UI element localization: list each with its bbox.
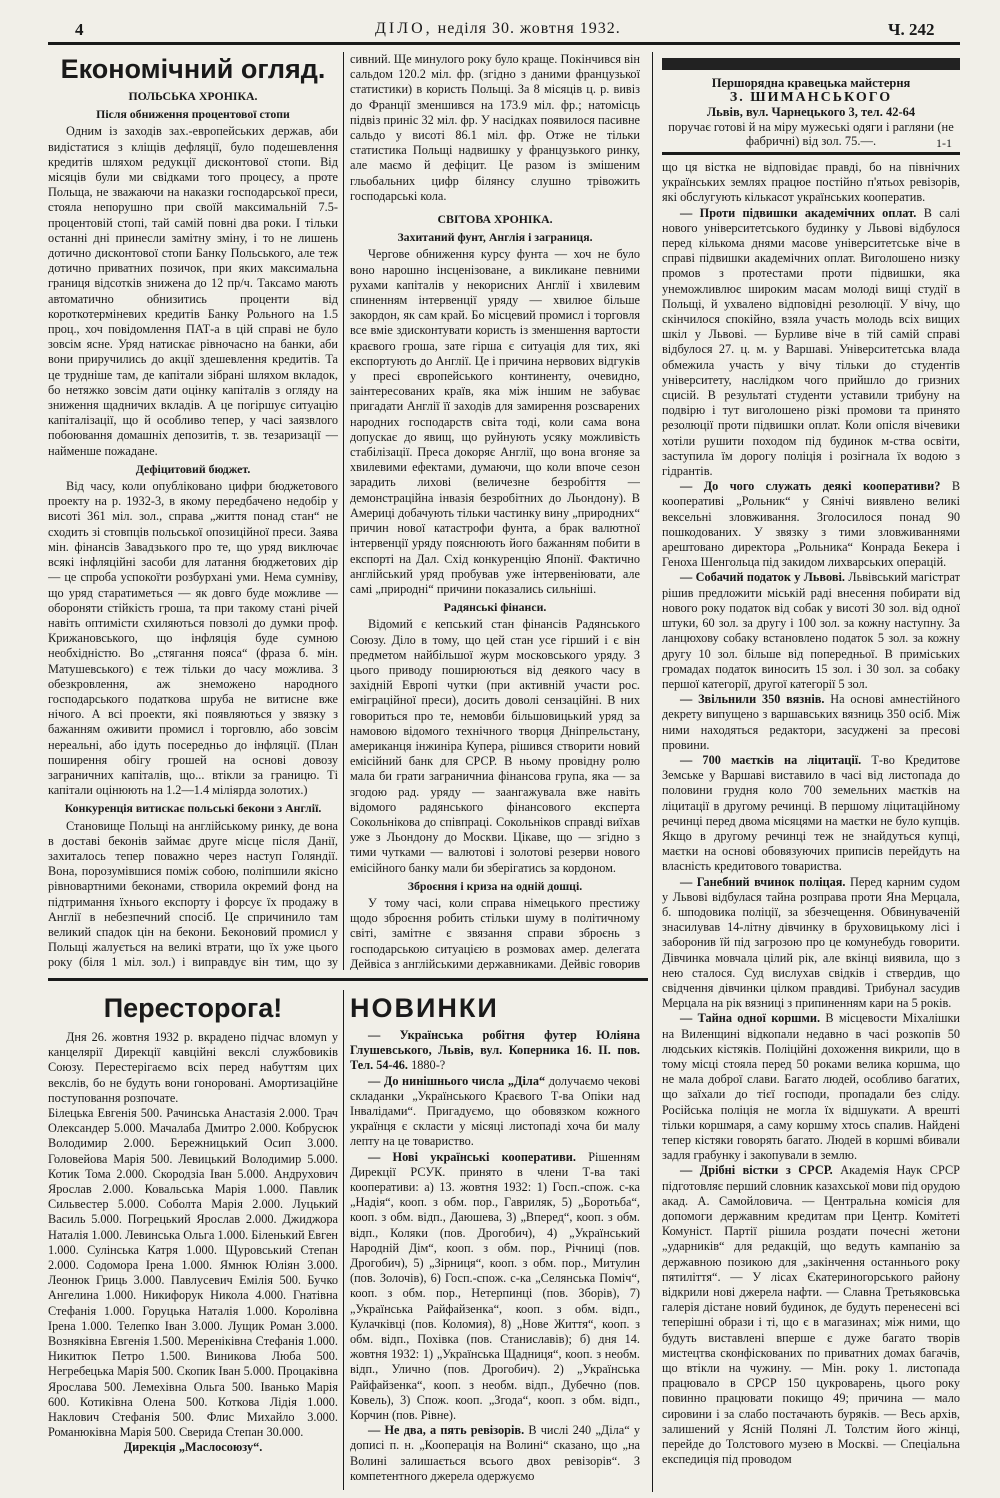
ad-address: Львів, вул. Чарнецького 3, тел. 42-64 (706, 105, 916, 119)
masthead-rule (48, 42, 960, 45)
news-item-body: Львівський магістрат рішив предложити міській раді внесення побирати від нового року податок від собак у висоті 30 зол. від одної штуки, 60 зол. за другу і 100 зол. за кожну наступну. За ланцюхову собаку встановлено податок 5 зол. за кожну другу 10 зол. більше від попередньої. В приміських громадах податок виносить 15 зол. і 30 зол. за собаку першої категорії, другої категорії 5 зол. (662, 570, 960, 691)
issue-number: Ч. 242 (888, 20, 935, 39)
economic-title: Економічний огляд. (60, 54, 326, 84)
news-item-body: В кооперативі „Рольник“ у Сянічі виявлено великі вексельні зловживання. Зголосилося понад 90 пошкодованих. У звязку з тими зловживаннями арештовано директора „Рольника“ Конрада Бекера і Геноха Шенгольца під закидом лихварських операцій. (662, 479, 960, 570)
subheading-armament: Зброєння і криза на одній дошці. (407, 878, 583, 893)
news-item-body: В салі нового університетського будинку у Львові відбулося перед кількома днями масове університетське віче в справі підвишки академічних оплат. Виголошено низку промов з протестами проти підвишки, яка унеможливлює широким масам молоді вищі студії в Польщі, й ухвалено відповідні резолюції. У вічу, що скінчилося спокійно, взяла участь молодь всіх вищих шкіл у Львові. — Бурливе віче в тій самій справі відбулося 27. ц. м. у Варшаві. Університетська влада обмежила участь у вічу тільки до студентів університету, наслідком чого прийшло до гризних сцисій. В результаті студенти уставили трибуну на подвірю і тут виголошено різкі промови та принято резолюції проти підвишки оплат. Коли опісля вічевики хотіли рушити походом під будинок м-ства освіти, заступила їм дорогу поліція і розігнала їх водою з гідрантів. (662, 205, 960, 479)
news-item-heading: — Не два, а пять ревізорів. (368, 1423, 525, 1438)
paragraph: Відомий є кепський стан фінансів Радянського Союзу. Діло в тому, що цей стан усе гірший і є він предметом найбільшої журм московського уряду. З цього приводу поширюються від деякого часу в західній Европі чутки (при активній участи рос. еміграційної преси), досить доволі сензаційні. В них говориться про те, немовби більшовицький уряд за намовою відомого технічного творця Дніпрельстану, американця інжиніра Купера, рішився створити новий емісійний банк для СРСР. В ньому провідну ролю мала би грати заграничниа фінансова група, яка — за згодою рад. уряду — заангажувала вже навіть відомого радянського фінансового експерта Сокольнікова до співпраці. Сокольніков справді виїхав уже з Льондону до Москви. Цікаве, що — згідно з тими чутками — валютові і золотові резерви нового емісійного банку мали би зберігатись за кордоном. (350, 617, 640, 875)
news-section (350, 990, 640, 1490)
news-item-body: В числі 240 „Діла“ у дописі п. н. „Кооперація на Волині“ сказано, що „на Волині залишається всього двох ревізорів“. З компетентного джерела одержуємо (350, 1423, 640, 1483)
world-chronicle-column (350, 52, 640, 970)
news-item (662, 692, 960, 753)
column-divider (343, 52, 344, 970)
paragraph-continued: що ця вістка не відповідає правді, бо на північних українських землях працюе постійно п'ятьох ревізорів, які обслугують кількасот українських кооператив. (662, 160, 960, 205)
column-divider (652, 52, 653, 1492)
news-item-body: Академія Наук СРСР підготовляє перший словник казахської мови під орудою акад. А. Самойловича. — Центральна комісія для допомоги державним кредитам при Центр. Комітеті Комуніст. Партії рішила роздати почесні жетони „ударників“ для редакцій, що ведуть кампанію за державною позикою для „закінчення останнього року пятиліття“. — У лісах Єкатериногорського району відкрили нові джерела нафти. — Славна Третьяковська галерія дістане новий будинок, де будуть перенесені всі теперішні образи і ті, що є в магазинах; між ними, що будуть виставлені вперше є дуже багато творів мистецтва сконфіскованих по приватних домах багачів, що втікли на чужину. — Мін. року 1. листопада працювало в СРСР 150 цукроварень, цього року повинно працювати покищо 49; причина — мало сировини і за слабо постачають буряків. — Весь архів, залишений у Ясній Поляні Л. Толстим його жінці, перейде до Толстового музею в Москві. — Спеціальна експедиція під проводом (662, 1163, 960, 1467)
masthead (0, 0, 1000, 44)
subheading-soviet-finance: Радянські фінанси. (443, 600, 547, 615)
news-item-heading: — Звільнили 350 вязнів. (680, 692, 825, 707)
paragraph: Становище Польщі на англійському ринку, де вона в доставі беконів займає друге місце після Данії, захиталось тепер поважно через наступ Голяндії. Вона, порозумівшися поміж собою, поліпшили якісно рівновартними беконами, створила окремий фонд на підтримання їхнього експорту і форсує їх продажу в Англії в небезпечний спосіб. Це спричинило там великий спадок цін на бекони. Беконовий промисл у Польщі жалується на великі втрати, що їх уже цього року (біля 1 міл. зол.) і виправдує він тим, що зу (48, 818, 338, 970)
news-item (350, 1150, 640, 1424)
tailor-advertisement (662, 76, 960, 150)
news-item-body: Перед карним судом у Львові відбулася тайна розправа проти Яна Мерцала, б. шподовика поліції, за збезчещення. Обвинуваченій знасилував 14-літну дівчинку в бруховицькому лісі і заборонив їй під загрозою про це комунебудь говорити. Дівчинка мовчала цілий рік, але вкінці виявила, що з нею сталося. Суд вислухав свідків і ствердив, що свідчення дівчинки цілком правдиві. Трибунал засудив Мерцала на рік вязниці з припиненням кари на 5 років. (662, 874, 960, 1011)
subheading-pound: Захитаний фунт, Англія і заграниця. (397, 230, 593, 245)
warning-notice (48, 990, 338, 1490)
news-item (662, 1011, 960, 1163)
ad-tailor-name: З. ШИМАНСЬКОГО (729, 89, 893, 105)
news-item (350, 1423, 640, 1484)
stolen-bills-list: Білецька Евгенія 500. Рачинська Анастазія 2.000. Трач Олександер 5.000. Мачалаба Дмитро 2.000. Кобрусюк Володимир 2.000. Бережницький Осип 3.000. Головейова Марія 500. Левицький Володимир 5.000. Котик Тома 2.000. Скородзіа Іван 5.000. Андрухович Ярослав 2.000. Ковальська Марія 1.000. Павлик Сильвестер 5.000. Соболта Марія 2.000. Луцький Василь 5.000. Погрецький Ярослав 2.000. Джиджора Наталія 1.000. Левинська Ольга 1.000. Біленький Евген 1.000. Сулінська Катря 1.000. Щуровський Степан 2.000. Содомора Ірена 1.000. Ямнюк Юліян 3.000. Леонюк Гриць 3.000. Павлусевич Емілія 500. Бучко Ангелина 1.000. Никифорук Никола 4.000. Гнатiвна Стефанія 1.000. Горуцька Наталія 1.000. Королівна Ірена 1.000. Телепко Іван 3.000. Лущик Роман 3.000. Возняківна Евгенія 1.500. Меренiківна Стефанія 1.000. Никитюк Петро 1.500. Виникова Люба 500. Негребецька Марія 500. Скопик Іван 5.000. Процаківна Ярослава 500. Лемехівна Ольга 500. Іванько Марія 600. Котиківна Олена 500. Коткова Лідія 1.000. Наклович Стефанія 500. Флис Михайло 3.000. Романюківна Марія 500. Сверида Степан 30.000. (48, 1106, 338, 1440)
news-title: НОВИНКИ (350, 993, 499, 1023)
news-list (662, 206, 960, 1468)
news-item-heading: — Ганебний вчинок поліцая. (680, 874, 846, 889)
paper-name: ДІЛО, (375, 20, 433, 37)
polish-chronicle-heading: ПОЛЬСЬКА ХРОНІКА. (128, 89, 258, 103)
warning-signature: Дирекція „Маслосоюзу“. (123, 1440, 263, 1455)
paragraph: Від часу, коли опубліковано цифри бюджетового проекту на р. 1932-3, в якому передбачено недобір у висоті 361 міл. зол., справа „життя понад стан“ не сходить зі стовпців польської опозиційної преси. Заява мін. фінансів Завадзького про те, що уряд виключає всякі інфляційні засоби для латання бюджетових дір — це спроба успокоїти розбурхані уми. Нема сумніву, що уряд старатиметься — як довго буде можливе — обороняти стійкість гроша, та при такому стані річей навіть оптимісти схиляються повзолі до думки проф. Крижановського, що інфляція буде сумною необхідністю. Во „стягання пояса“ (фраза б. мін. Матушевського) є теж тільки до часу можлива. З обезкровлення, аж знеможено народного господарського податкова шруба не витисне вже нічого. А всі проекти, які появляються у звязку з бажанням оживити промисл і торговлю, або зовсім нереальні, або ідуть посередньо до інфляції. (План поширення обігу грошей на основі довозу заграничних капіталів, що... втікли за границю. Ті капітали оцінюють на 1.2—1.4 міліярда золотих.) (48, 479, 338, 798)
news-item-body: Рішенням Дирекції РСУК. принято в члени Т-ва такі кооперативи: а) 13. жовтня 1932: 1) Госп.-спож. с-ка „Надія“, кооп. з обм. пор., Гавриляк, 5) „Боротьба“, кооп. з обм. відп., Даюшева, 3) „Вперед“, кооп. з обм. відп., Коляки (пов. Дрогобич), 4) „Український Народній Дім“, кооп. з обм. пор., Річниці (пов. Дрогобич), 5) „Зірниця“, кооп. з обм. пор., Митулин (пов. Золочів), 6) Госп.-спож. с-ка „Селянська Поміч“, кооп. з обм. пор., Нетерпинці (пов. Збоpів), 7) „Українська Райфайзенка“, кооп. з обм. відп., Кулачківці (пов. Коломия), 8) „Нове Життя“, кооп. з обм. відп., Похівка (пов. Станиславів); б) дня 14. жовтня 1932: 1) „Українська Щадниця“, кооп. з необм. відп., Улично (пов. Дрогобич). 2) „Українська Райфайзенка“, кооп. з необм. відп., Дубечно (пов. Ковель), 3) Спож. коoп. „Згода“, кооп. з обм. відп., Корчин (пов. Рівне). (350, 1149, 640, 1423)
news-item (350, 1074, 640, 1150)
paragraph-continued: сивний. Ще минулого року було краще. Покінчився він сальдом 120.2 міл. фр. (згідно з даними французької статистики) в користь Польщі. За 8 місяців ц. р. вивіз до Франції зменшився на 173.9 міл. фр.; натомісць підвіз приніс 32 міл. фр. У насідках появилося пасивне сальдо у висоті 86.1 міл. фр. Отже не тільки статистика Польщі надвишку у французького ринку, але маємо й дефіцит. Це разом із змішеним гльобальних цифр білянсу слушно трівожить господарські кола. (350, 52, 640, 203)
paragraph: Одним із заходів зах.-европейських держав, аби видістатися з кліщів дефляції, було подешевлення кредитів шляхом редукції дисконтової стопи. Від місяців були ми свідками того процесу, а проте Польща, не зважаючи на наказки господарської преси, стояла непорушно при своїй максимальній 7.5-процентовій стопі, тай самій повні два роки. І тільки останні дні принесли замітну зміну, і то не лишень дотично дисконтової стопи Банку Польського, але теж дотично приватних позичок, при яких максимальна границя відсотків знижена до 12 пр/ч. Таксамо мають автоматично обнизитись проценти від короткотерміневих кредитів Банку Рольного на 1.5 проц., хоч повідомлення ПАТ-а в цій справі не було зовсім ясне. Уряд натискає рівночасно на банки, аби вони приручились до акції здешевлення кредитів. Та це трудніше там, де капітали зібрані шляхом вкладок, бо нетяжко зовсім дати оцінку капіталів з огляду на зниження щадничих вкладів. А це погіршує ситуацію капіталізації, що й особливо тепер, у часі заязвлого побоювання домашніх депозитів, т. зв. тезаризації — найменше пожадане. (48, 124, 338, 458)
subheading-bacon: Конкуренція витискає польські бекони з Англії. (64, 801, 322, 816)
fur-workshop-ad-text: — Українська робітня футер Юліяна Глушевського, Львів, вул. Коперника 16. II. пов. Тел. 54-46. (350, 1028, 640, 1073)
subheading-budget: Дефіцитовий бюджет. (135, 461, 251, 476)
news-item (662, 753, 960, 875)
news-item (662, 1163, 960, 1467)
fur-workshop-ad (350, 1028, 640, 1074)
news-item-body: Т-во Кредитове Земське у Варшаві виставило в часі від листопада до половини грудня коло 700 земельних маєтків на ліцитації в другому речинці. В першому ліцитаційному речинці перед двома місяцями на маєтки не було купців. Якщо в другому речинці теж не знайдуться купці, маєтки на основі обовязуючих приписів перейдуть на власність кредитового товариства. (662, 752, 960, 874)
section-divider (48, 978, 648, 981)
news-continued-column (662, 160, 960, 1490)
news-item-heading: — До чого служать деякі кооперативи? (680, 479, 941, 494)
column-divider (343, 990, 344, 1490)
news-item-heading: — Собачий податок у Львові. (680, 570, 845, 585)
issue-date: неділя 30. жовтня 1932. (437, 20, 621, 37)
news-item-body: долучаємо чекові складанки „Українського Краєвого Т-ва Опіки над Інвалідами“. Пригадуємо, що обовязком кожного українця є скласти у місяці листопаді хоча би малу лепту на це товариство. (350, 1073, 640, 1149)
ad-line: поручає готові й на міру мужеські одяги і рагляни (не фабричні) від зол. 75.—. (668, 119, 954, 148)
news-item (662, 570, 960, 692)
economic-review-column (48, 52, 338, 970)
paragraph: Дня 26. жовтня 1932 р. вкрадено підчас вломуn у канцелярії Дирекції кавційні векслі службовиків Союзу. Перестерігаємо всіх перед набуттям цих векслів, бо не будуть вони гоноровані. Амортизаційне поступовання розпочате. (48, 1030, 338, 1105)
news-item-body: На основі амнестійного декрету випущено з варшавських вязниць 350 осіб. Між ними находяться редактори, засуджені за пресові провини. (662, 692, 960, 752)
news-item-heading: — Проти підвишки академічних оплат. (680, 205, 917, 220)
paragraph: Чергове обниження курсу фунта — хоч не було воно нарошно інсценізоване, а викликане певними рухами капіталів у некорисних Англії і хвилевим спиненням інтервенції уряду — хвилюе більше закордон, як сам край. Бо місцевий промисл і торговля все вміе здисконтувати користь із зменшення вартости краєвого гроша, зате гірша є ситуація для тих, які експортують до Англії. Це і причина нервових відгуків у пресі європейського континенту, очевидно, заінтересованих країв, яка між іншим не забуває пригадати Англії її заходів для замирення розсварених народних господарств світа тоді, коли сама вона допускає до явищ, що руйнують усяку можливість стабілізації. Преса докоряє Англії, що вона вгоняе за хвилевими ефектами, думаючи, що коли впоче сезон зарадить лихові (величезне безробіття — демонстраційна інвазія безробітних до Льондону). В Америці добачують тільки частинку вину „природних“ причин нової катастрофи фунта, а брак валютної інтервенції уряду пояснюють його бажанням побити в експорті на Дал. Схід конкуренцію Японії. Фактично англійський уряд пробував уже інтервеніювати, але самі „природні“ причини показались сильнішi. (350, 247, 640, 596)
news-item-heading: — Нові українські кооперативи. (368, 1149, 576, 1164)
paragraph: У тому часі, коли справа німецького престижу щодо зброєння робить стільки шуму в політичному світі, замітне є звязання справи зброєнь з господарською ситуацією в розмовах амер. делегата Дейвіса з англійськими державниками. Дейвіс говорив (350, 895, 640, 970)
news-item-heading: — 700 маєтків на ліцитації. (680, 752, 862, 767)
news-item-heading: — До нинішнього числа „Діла“ (368, 1073, 546, 1088)
warning-title: Перестoрога! (103, 993, 283, 1023)
world-chronicle-heading: СВІТОВА ХРОНІКА. (437, 212, 553, 227)
news-item-body: В місцевости Міхалішки на Виленщині відкопали недавно в часі розкопів 50 людських кістяків. Поліційні дохоження викрили, що в тому місці стояла перед 50 роками велика коршма, що не мала доброї слави. Багато людей, особливо багатих, що заїхали до тієї господи, пропадали без сліду. Російська поліція не могла їх відшукати. А врешті тільки коршмаря, а саму коршму хтось спалив. Найдені тепер кістяки говорять багато. Людей в коршмі вбивали задля грабунку і закопували в землю. (662, 1011, 960, 1163)
subheading-interest-rate: Після обниження процентової стопи (96, 107, 290, 122)
news-list (350, 1074, 640, 1484)
page-number: 4 (75, 20, 84, 39)
news-item-heading: — Дрібні вістки з СРСР. (680, 1163, 833, 1178)
ad-code: 1880-? (411, 1058, 446, 1073)
ad-bottom-rule (662, 152, 960, 155)
news-item (662, 479, 960, 570)
news-item (662, 875, 960, 1012)
ad-code: 1-1 (936, 136, 952, 150)
news-item-heading: — Тайна одної коршми. (680, 1011, 821, 1026)
ad-top-bar (662, 58, 960, 70)
masthead-title (375, 20, 621, 38)
ad-line: Першорядна кравецька майстерня (711, 76, 911, 90)
news-item (662, 206, 960, 480)
